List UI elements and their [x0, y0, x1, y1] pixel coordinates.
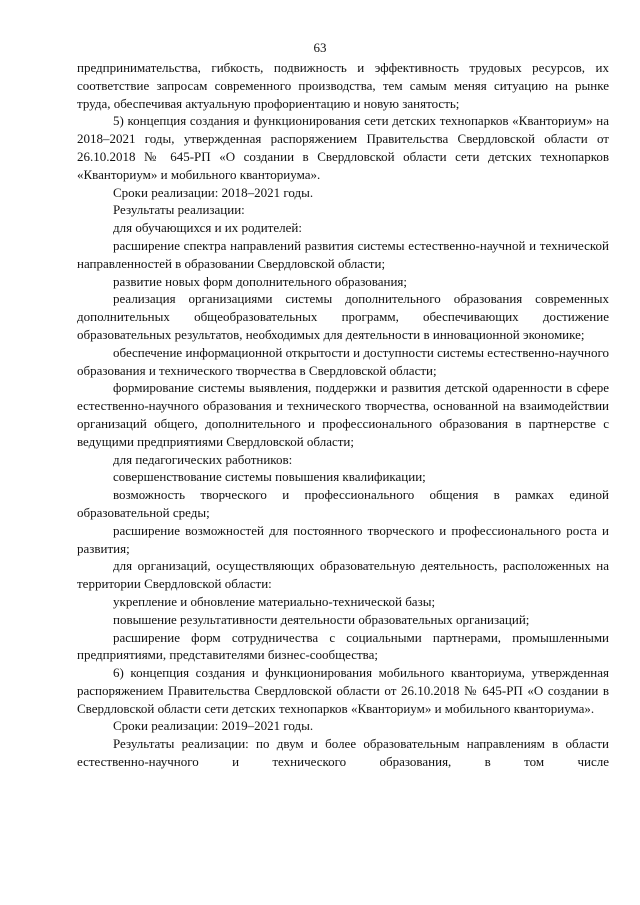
paragraph-results-heading: Результаты реализации:	[113, 202, 245, 218]
paragraph-result: совершенствование системы повышения квалификации;	[113, 469, 426, 485]
paragraph-results-continued: Результаты реализации: по двум и более образовательным направлениям в области естественно-научного и технического образования, в том числе	[77, 736, 609, 770]
paragraph-result: формирование системы выявления, поддержки и развития детской одаренности в сфере естественно-научного образования и технического творчества, основанной на взаимодействии организаций общего, дополнительного и профессионального образования в партнерстве с ведущими предприятиями Свердловской области;	[77, 380, 609, 449]
paragraph-continuation: предпринимательства, гибкость, подвижность и эффективность трудовых ресурсов, их соответствие запросам современного производства, тем самым меняя ситуацию на рынке труда, обеспечивая актуальную профориентацию и новую занятость;	[77, 60, 609, 111]
paragraph-implementation-period: Сроки реализации: 2019–2021 годы.	[113, 718, 314, 734]
paragraph-for-organizations-heading: для организаций, осуществляющих образовательную деятельность, расположенных на территории Свердловской области:	[77, 558, 609, 592]
paragraph-result: расширение форм сотрудничества с социальными партнерами, промышленными предприятиями, представителями бизнес-сообщества;	[77, 629, 609, 663]
paragraph-implementation-period: Сроки реализации: 2018–2021 годы.	[113, 184, 314, 200]
paragraph-result: реализация организациями системы дополнительного образования современных дополнительных общеобразовательных программ, обеспечивающих достижение образовательных результатов, необходимых для деятельности в инновационной экономике;	[77, 291, 609, 342]
paragraph-result: развитие новых форм дополнительного образования;	[113, 273, 408, 289]
paragraph-result: обеспечение информационной открытости и доступности системы естественно-научного образования и технического творчества в Свердловской области;	[77, 344, 609, 378]
paragraph-result: возможность творческого и профессионального общения в рамках единой образовательной среды;	[77, 487, 609, 520]
paragraph-result: укрепление и обновление материально-технической базы;	[113, 593, 436, 609]
paragraph-result: повышение результативности деятельности образовательных организаций;	[113, 611, 530, 627]
paragraph-result: расширение возможностей для постоянного творческого и профессионального роста и развития;	[77, 522, 609, 556]
paragraph-item-5-concept: 5) концепция создания и функционирования сети детских технопарков «Кванториум» на 2018–2021 годы, утвержденная распоряжением Правительства Свердловской области от 26.10.2018 № 645-РП «О создании в Свердловской области сети детских технопарков «Кванториум» и мобильного кванториума».	[77, 113, 609, 182]
paragraph-item-6-concept: 6) концепция создания и функционирования мобильного кванториума, утвержденная распоряжением Правительства Свердловской области от 26.10.2018 № 645-РП «О создании в Свердловской области сети детских технопарков «Кванториум» и мобильного кванториума».	[77, 665, 609, 716]
paragraph-for-students-heading: для обучающихся и их родителей:	[113, 220, 302, 236]
paragraph-result: расширение спектра направлений развития системы естественно-научной и технической направленностей в образовании Свердловской области;	[77, 237, 609, 271]
page-number: 63	[313, 40, 327, 55]
document-body	[77, 59, 609, 771]
paragraph-for-teachers-heading: для педагогических работников:	[113, 451, 293, 467]
